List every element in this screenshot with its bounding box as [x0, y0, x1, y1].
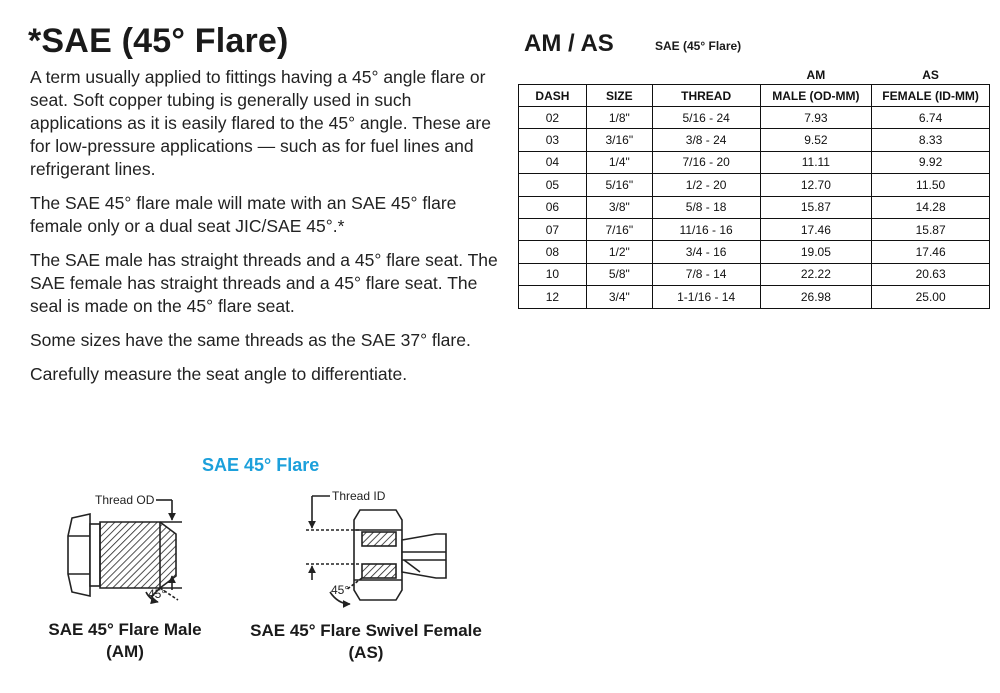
cell-thread: 5/8 - 18	[652, 196, 760, 218]
female-swivel-stem	[402, 534, 446, 578]
column-header-female: FEMALE (ID-MM)	[872, 85, 990, 107]
cell-male: 22.22	[760, 263, 872, 285]
paragraph: The SAE male has straight threads and a 45° flare seat. The SAE female has straight threads and a 45° flare seat. The seal is made on the 45° flare seat.	[30, 250, 498, 316]
cell-thread: 7/16 - 20	[652, 151, 760, 173]
cell-dash: 07	[519, 218, 587, 240]
cell-thread: 3/8 - 24	[652, 129, 760, 151]
cell-male: 12.70	[760, 174, 872, 196]
cell-size: 5/16"	[586, 174, 652, 196]
cell-dash: 12	[519, 286, 587, 308]
cell-dash: 03	[519, 129, 587, 151]
cell-size: 3/16"	[586, 129, 652, 151]
cell-size: 1/4"	[586, 151, 652, 173]
group-header-as: AS	[872, 66, 990, 85]
cell-thread: 5/16 - 24	[652, 107, 760, 129]
cell-size: 3/8"	[586, 196, 652, 218]
female-hex-nut	[354, 510, 402, 600]
cell-dash: 05	[519, 174, 587, 196]
cell-female: 11.50	[872, 174, 990, 196]
female-thread-top	[362, 532, 396, 546]
group-header-am: AM	[760, 66, 872, 85]
female-caption-title: SAE 45° Flare Swivel Female	[250, 621, 482, 640]
cell-male: 17.46	[760, 218, 872, 240]
cell-female: 8.33	[872, 129, 990, 151]
column-header-size: SIZE	[586, 85, 652, 107]
cell-size: 5/8"	[586, 263, 652, 285]
cell-female: 17.46	[872, 241, 990, 263]
table-heading: AM / AS	[524, 30, 614, 57]
cell-dash: 10	[519, 263, 587, 285]
cell-female: 6.74	[872, 107, 990, 129]
table-subheading: SAE (45° Flare)	[655, 39, 742, 53]
cell-dash: 08	[519, 241, 587, 263]
cell-thread: 1-1/16 - 14	[652, 286, 760, 308]
cell-thread: 3/4 - 16	[652, 241, 760, 263]
cell-male: 26.98	[760, 286, 872, 308]
male-thread	[100, 522, 176, 588]
paragraph: A term usually applied to fittings having a 45° angle flare or seat. Soft copper tubing is generally used in such applications as it is easily flared to the 45° angle. These are for low-pressure applications — such as for fuel lines and refrigerant lines.	[30, 67, 491, 179]
male-caption	[30, 619, 220, 663]
cell-female: 14.28	[872, 196, 990, 218]
cell-female: 15.87	[872, 218, 990, 240]
cell-female: 20.63	[872, 263, 990, 285]
paragraph: Carefully measure the seat angle to differentiate.	[30, 364, 408, 384]
female-label-thread-id: Thread ID	[332, 489, 386, 503]
cell-size: 3/4"	[586, 286, 652, 308]
male-label-angle: 45°	[148, 587, 167, 601]
cell-male: 7.93	[760, 107, 872, 129]
male-label-thread-od: Thread OD	[95, 493, 155, 507]
cell-dash: 02	[519, 107, 587, 129]
diagram-title: SAE 45° Flare	[202, 455, 320, 475]
column-header-dash: DASH	[519, 85, 587, 107]
column-header-thread: THREAD	[652, 85, 760, 107]
cell-male: 9.52	[760, 129, 872, 151]
column-header-male: MALE (OD-MM)	[760, 85, 872, 107]
cell-male: 11.11	[760, 151, 872, 173]
cell-dash: 06	[519, 196, 587, 218]
cell-thread: 7/8 - 14	[652, 263, 760, 285]
cell-thread: 11/16 - 16	[652, 218, 760, 240]
female-caption	[238, 620, 494, 664]
cell-male: 15.87	[760, 196, 872, 218]
male-caption-code: (AM)	[106, 642, 144, 661]
cell-female: 9.92	[872, 151, 990, 173]
paragraph: Some sizes have the same threads as the SAE 37° flare.	[30, 330, 471, 350]
male-neck	[90, 524, 100, 586]
paragraph: The SAE 45° flare male will mate with an SAE 45° flare female only or a dual seat JIC/SAE 45°.*	[30, 193, 457, 236]
female-fitting-drawing	[306, 496, 446, 604]
female-thread-bottom	[362, 564, 396, 578]
female-caption-code: (AS)	[348, 643, 384, 662]
cell-size: 1/8"	[586, 107, 652, 129]
female-label-angle: 45°	[331, 583, 350, 597]
page-title: *SAE (45° Flare)	[28, 22, 289, 60]
cell-dash: 04	[519, 151, 587, 173]
cell-male: 19.05	[760, 241, 872, 263]
cell-size: 7/16"	[586, 218, 652, 240]
male-hex-body	[68, 514, 90, 596]
cell-female: 25.00	[872, 286, 990, 308]
cell-size: 1/2"	[586, 241, 652, 263]
cell-thread: 1/2 - 20	[652, 174, 760, 196]
male-caption-title: SAE 45° Flare Male	[48, 620, 202, 639]
